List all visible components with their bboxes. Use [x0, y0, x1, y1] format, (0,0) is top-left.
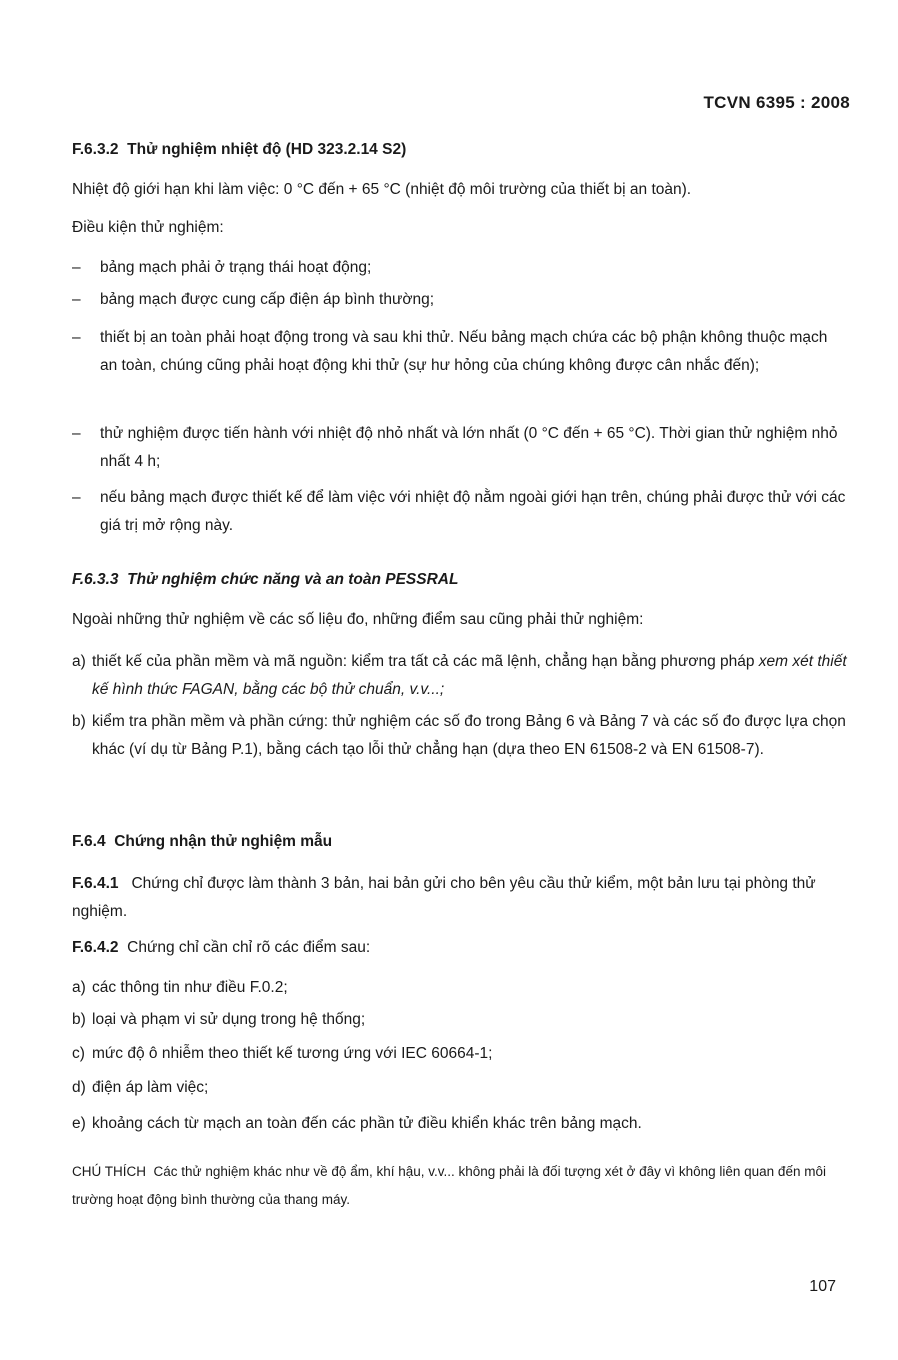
- bullet-item: [72, 324, 847, 380]
- section-title: Chứng nhận thử nghiệm mẫu: [114, 833, 333, 850]
- list-text: loại và phạm vi sử dụng trong hệ thống;: [92, 1011, 366, 1028]
- list-marker: e): [72, 1115, 86, 1132]
- bullet-text: thử nghiệm được tiến hành với nhiệt độ nhỏ nhất và lớn nhất (0 °C đến + 65 °C). Thời gian thử nghiệm nhỏ nhất 4 h;: [100, 425, 838, 470]
- section-number: F.6.3.3: [72, 571, 119, 588]
- list-text: thiết kế của phần mềm và mã nguồn: kiểm tra tất cả các mã lệnh, chẳng hạn bằng phương pháp: [92, 653, 755, 670]
- list-marker: b): [72, 1011, 86, 1028]
- paragraph: [72, 938, 847, 959]
- dash-marker: –: [72, 425, 81, 442]
- clause-number: F.6.4.1: [72, 875, 119, 892]
- list-item: [72, 1010, 847, 1031]
- paragraph: [72, 870, 847, 926]
- section-f633: [72, 570, 847, 591]
- list-marker: d): [72, 1079, 86, 1096]
- paragraph: [72, 180, 847, 201]
- section-heading: [72, 570, 847, 591]
- list-text: kiểm tra phần mềm và phần cứng: thử nghiệm các số đo trong Bảng 6 và Bảng 7 và các số đo được lựa chọn khác (ví dụ từ Bảng P.1), bằng cách tạo lỗi thử chẳng hạn (dựa theo EN 61508-2 và EN 61508-7).: [92, 713, 846, 758]
- bullet-text: bảng mạch được cung cấp điện áp bình thường;: [100, 291, 435, 308]
- section-number: F.6.3.2: [72, 141, 119, 158]
- standard-code: TCVN 6395 : 2008: [703, 93, 850, 112]
- clause-number: F.6.4.2: [72, 939, 119, 956]
- list-text: các thông tin như điều F.0.2;: [92, 979, 288, 996]
- bullet-text: thiết bị an toàn phải hoạt động trong và sau khi thử. Nếu bảng mạch chứa các bộ phận không thuộc mạch an toàn, chúng cũng phải hoạt động khi thử (sự hư hỏng của chúng không được cân nhắc đến);: [100, 329, 828, 374]
- dash-marker: –: [72, 291, 81, 308]
- note-text: Các thử nghiệm khác như về độ ẩm, khí hậu, v.v... không phải là đối tượng xét ở đây vì không liên quan đến môi trường hoạt động bình thường của thang máy.: [72, 1164, 826, 1207]
- section-number: F.6.4: [72, 833, 106, 850]
- bullet-item: [72, 258, 847, 279]
- list-text: điện áp làm việc;: [92, 1079, 209, 1096]
- dash-marker: –: [72, 329, 81, 346]
- section-f64: [72, 832, 847, 853]
- section-title: Thử nghiệm nhiệt độ (HD 323.2.14 S2): [127, 141, 407, 158]
- list-item: [72, 978, 847, 999]
- section-heading: [72, 832, 847, 853]
- page-number: 107: [809, 1278, 836, 1295]
- section-heading: [72, 140, 847, 161]
- list-item: [72, 1078, 847, 1099]
- list-item: [72, 1044, 847, 1065]
- list-marker: a): [72, 653, 86, 670]
- dash-marker: –: [72, 259, 81, 276]
- clause-text: Chứng chỉ được làm thành 3 bản, hai bản gửi cho bên yêu cầu thử kiểm, một bản lưu tại phòng thử nghiệm.: [72, 875, 816, 920]
- list-marker: c): [72, 1045, 85, 1062]
- list-marker: a): [72, 979, 86, 996]
- bullet-item: [72, 290, 847, 311]
- list-item: [72, 1114, 847, 1135]
- dash-marker: –: [72, 489, 81, 506]
- list-italic-text: xem xét thiết kế hình thức FAGAN, bằng các bộ thử chuẩn, v.v...;: [92, 653, 847, 698]
- test-conditions-label: Điều kiện thử nghiệm:: [72, 219, 224, 236]
- bullet-item: [72, 420, 847, 476]
- bullet-item: [72, 484, 847, 540]
- note-label: CHÚ THÍCH: [72, 1164, 146, 1179]
- list-text: khoảng cách từ mạch an toàn đến các phần tử điều khiển khác trên bảng mạch.: [92, 1115, 642, 1132]
- intro-text: Ngoài những thử nghiệm về các số liệu đo, những điểm sau cũng phải thử nghiệm:: [72, 611, 644, 628]
- paragraph: [72, 218, 847, 239]
- list-text: mức độ ô nhiễm theo thiết kế tương ứng với IEC 60664-1;: [92, 1045, 493, 1062]
- bullet-text: bảng mạch phải ở trạng thái hoạt động;: [100, 259, 372, 276]
- paragraph: [72, 610, 847, 631]
- bullet-text: nếu bảng mạch được thiết kế để làm việc với nhiệt độ nằm ngoài giới hạn trên, chúng phải được thử với các giá trị mở rộng này.: [100, 489, 846, 534]
- temperature-limit-text: Nhiệt độ giới hạn khi làm việc: 0 °C đến + 65 °C (nhiệt độ môi trường của thiết bị an toàn).: [72, 181, 692, 198]
- section-f632: [72, 140, 847, 161]
- list-item: [72, 648, 847, 704]
- section-title: Thử nghiệm chức năng và an toàn PESSRAL: [127, 571, 459, 588]
- note: [72, 1158, 847, 1214]
- list-marker: b): [72, 713, 86, 730]
- list-item: [72, 708, 847, 764]
- clause-text: Chứng chỉ cần chỉ rõ các điểm sau:: [127, 939, 371, 956]
